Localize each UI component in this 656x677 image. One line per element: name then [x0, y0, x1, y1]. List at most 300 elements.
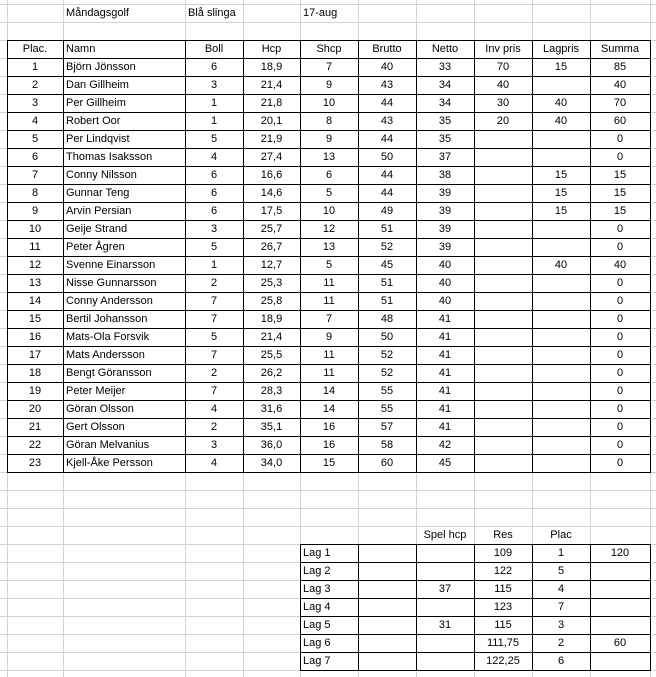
table-cell[interactable]: 0 — [616, 223, 624, 235]
table-cell[interactable] — [474, 184, 532, 202]
table-cell[interactable]: 17 — [28, 349, 42, 361]
column-header[interactable]: Brutto — [372, 43, 402, 55]
table-cell[interactable]: 3 — [31, 97, 39, 109]
column-header[interactable]: Hcp — [261, 43, 282, 55]
table-cell[interactable]: 43 — [380, 79, 394, 91]
table-cell[interactable] — [474, 238, 532, 256]
table-cell[interactable] — [532, 238, 590, 256]
table-cell[interactable]: 57 — [380, 421, 394, 433]
table-cell[interactable]: 25,7 — [260, 223, 283, 235]
table-cell[interactable]: 21 — [28, 421, 42, 433]
lag-cell[interactable]: 7 — [557, 601, 565, 613]
gridline — [7, 274, 651, 275]
table-cell[interactable]: 39 — [438, 205, 452, 217]
table-cell[interactable] — [532, 76, 590, 94]
table-cell[interactable]: 40 — [380, 61, 394, 73]
table-cell[interactable]: 18,9 — [260, 61, 283, 73]
title-cell[interactable]: 17-aug — [303, 7, 338, 19]
table-cell[interactable]: 40 — [438, 295, 452, 307]
table-cell[interactable] — [474, 148, 532, 166]
lag-cell[interactable]: 122 — [493, 565, 513, 577]
table-cell[interactable]: 6 — [31, 151, 39, 163]
table-cell[interactable]: 15 — [554, 169, 568, 181]
table-cell[interactable]: 21,9 — [260, 133, 283, 145]
table-cell[interactable]: 41 — [438, 403, 452, 415]
table-cell[interactable] — [532, 382, 590, 400]
title-cell[interactable]: Blå slinga — [188, 7, 236, 19]
table-cell[interactable]: 34,0 — [260, 457, 283, 469]
table-cell[interactable]: 0 — [616, 241, 624, 253]
table-cell[interactable]: 39 — [438, 223, 452, 235]
table-cell[interactable]: 40 — [613, 79, 627, 91]
table-cell[interactable]: 16 — [322, 439, 336, 451]
column-header[interactable]: Namn — [66, 43, 96, 55]
table-cell[interactable]: 52 — [380, 367, 394, 379]
table-cell[interactable]: 34 — [438, 97, 452, 109]
table-cell[interactable]: 20,1 — [260, 115, 283, 127]
table-cell[interactable]: 40 — [438, 277, 452, 289]
table-cell[interactable]: 7 — [210, 295, 218, 307]
gridline — [7, 76, 651, 77]
table-cell[interactable]: 0 — [616, 349, 624, 361]
column-header[interactable]: Lagpris — [542, 43, 580, 55]
table-cell[interactable]: 58 — [380, 439, 394, 451]
gridline — [0, 490, 656, 491]
table-cell[interactable] — [532, 310, 590, 328]
table-cell[interactable]: 15 — [613, 205, 627, 217]
table-cell[interactable]: 15 — [554, 187, 568, 199]
lag-cell[interactable]: Lag 5 — [303, 619, 331, 631]
table-cell[interactable]: 14 — [28, 295, 42, 307]
table-cell[interactable]: 0 — [616, 457, 624, 469]
table-cell[interactable]: 0 — [616, 403, 624, 415]
table-cell[interactable]: 40 — [613, 259, 627, 271]
lag-cell[interactable]: Lag 6 — [303, 637, 331, 649]
table-cell[interactable]: 1 — [210, 259, 218, 271]
lag-cell[interactable] — [590, 652, 650, 670]
column-header[interactable]: Boll — [204, 43, 224, 55]
table-cell[interactable]: 40 — [554, 259, 568, 271]
lag-cell[interactable]: Lag 2 — [303, 565, 331, 577]
table-cell[interactable]: Gert Olsson — [66, 421, 125, 433]
table-cell[interactable]: 22 — [28, 439, 42, 451]
table-cell[interactable]: 4 — [210, 151, 218, 163]
lag-cell[interactable]: 111,75 — [486, 637, 519, 649]
table-cell[interactable]: 12,7 — [260, 259, 283, 271]
table-cell[interactable]: 18 — [28, 367, 42, 379]
table-cell[interactable]: 1 — [31, 61, 39, 73]
table-cell[interactable]: 16 — [28, 331, 42, 343]
table-cell[interactable]: 15 — [322, 457, 336, 469]
table-cell[interactable]: 30 — [496, 97, 510, 109]
table-cell[interactable]: 0 — [616, 421, 624, 433]
lag-cell[interactable] — [358, 652, 416, 670]
lag-cell[interactable]: Lag 1 — [303, 547, 331, 559]
table-cell[interactable]: Nisse Gunnarsson — [66, 277, 157, 289]
table-cell[interactable] — [532, 292, 590, 310]
lag-cell[interactable]: Lag 4 — [303, 601, 331, 613]
table-cell[interactable]: 0 — [616, 385, 624, 397]
table-cell[interactable]: 52 — [380, 241, 394, 253]
table-cell[interactable]: 18,9 — [260, 313, 283, 325]
table-cell[interactable]: 44 — [380, 187, 394, 199]
table-cell[interactable]: 41 — [438, 349, 452, 361]
lag-cell[interactable] — [358, 634, 416, 652]
gridline — [7, 382, 651, 383]
lag-header[interactable]: Plac — [550, 529, 572, 541]
table-cell[interactable]: 51 — [380, 295, 394, 307]
table-cell[interactable]: 6 — [210, 169, 218, 181]
table-cell[interactable]: 41 — [438, 421, 452, 433]
table-cell[interactable]: 12 — [28, 259, 42, 271]
table-cell[interactable]: 20 — [496, 115, 510, 127]
lag-cell[interactable] — [590, 580, 650, 598]
table-cell[interactable]: Mats Andersson — [66, 349, 145, 361]
table-cell[interactable]: Arvin Persian — [66, 205, 132, 217]
table-cell[interactable]: 26,2 — [260, 367, 283, 379]
table-cell[interactable]: 15 — [554, 205, 568, 217]
table-cell[interactable]: Geije Strand — [66, 223, 128, 235]
gridline — [7, 58, 651, 59]
lag-cell[interactable]: 1 — [557, 547, 565, 559]
gridline — [7, 202, 651, 203]
table-cell[interactable] — [474, 364, 532, 382]
table-cell[interactable]: 45 — [380, 259, 394, 271]
lag-cell[interactable] — [416, 598, 474, 616]
table-cell[interactable]: 36,0 — [260, 439, 283, 451]
table-cell[interactable]: 25,3 — [260, 277, 283, 289]
table-cell[interactable]: 9 — [31, 205, 39, 217]
lag-cell[interactable] — [358, 544, 416, 562]
lag-cell[interactable]: 109 — [493, 547, 513, 559]
table-cell[interactable]: 7 — [325, 61, 333, 73]
table-cell[interactable]: 35 — [438, 115, 452, 127]
table-cell[interactable] — [532, 436, 590, 454]
table-cell[interactable]: 0 — [616, 367, 624, 379]
table-cell[interactable]: 23 — [28, 457, 42, 469]
table-cell[interactable]: 9 — [325, 79, 333, 91]
table-cell[interactable]: 39 — [438, 187, 452, 199]
lag-cell[interactable]: 5 — [557, 565, 565, 577]
table-cell[interactable]: Mats-Ola Forsvik — [66, 331, 150, 343]
table-cell[interactable]: 15 — [28, 313, 42, 325]
table-cell[interactable]: Dan Gillheim — [66, 79, 129, 91]
table-cell[interactable]: 40 — [554, 97, 568, 109]
table-cell[interactable]: 19 — [28, 385, 42, 397]
table-cell[interactable]: 5 — [210, 133, 218, 145]
table-cell[interactable]: Bertil Johansson — [66, 313, 148, 325]
table-cell[interactable]: 10 — [322, 97, 336, 109]
table-cell[interactable]: Peter Ågren — [66, 241, 125, 253]
table-cell[interactable]: 60 — [380, 457, 394, 469]
table-cell[interactable] — [474, 220, 532, 238]
table-cell[interactable]: 25,8 — [260, 295, 283, 307]
table-cell[interactable]: 35 — [438, 133, 452, 145]
table-cell[interactable]: 25,5 — [260, 349, 283, 361]
table-cell[interactable]: 41 — [438, 313, 452, 325]
lag-cell[interactable] — [590, 598, 650, 616]
table-cell[interactable]: 45 — [438, 457, 452, 469]
table-cell[interactable]: 70 — [496, 61, 510, 73]
lag-cell[interactable]: 123 — [493, 601, 513, 613]
table-cell[interactable]: 3 — [210, 439, 218, 451]
table-cell[interactable]: 48 — [380, 313, 394, 325]
table-cell[interactable]: 16 — [322, 421, 336, 433]
table-cell[interactable] — [474, 346, 532, 364]
table-cell[interactable]: 14,6 — [260, 187, 283, 199]
table-cell[interactable]: 15 — [613, 169, 627, 181]
gridline — [7, 94, 651, 95]
table-cell[interactable]: 85 — [613, 61, 627, 73]
table-cell[interactable]: 37 — [438, 151, 452, 163]
table-cell[interactable]: 14 — [322, 385, 336, 397]
table-cell[interactable]: 5 — [31, 133, 39, 145]
table-cell[interactable]: 50 — [380, 151, 394, 163]
table-cell[interactable]: 40 — [554, 115, 568, 127]
column-header[interactable]: Netto — [431, 43, 459, 55]
lag-cell[interactable]: 31 — [438, 619, 452, 631]
table-cell[interactable]: 13 — [28, 277, 42, 289]
table-cell[interactable]: 1 — [210, 115, 218, 127]
table-cell[interactable]: 6 — [210, 205, 218, 217]
table-cell[interactable] — [532, 346, 590, 364]
table-cell[interactable]: Björn Jönsson — [66, 61, 136, 73]
table-cell[interactable] — [532, 130, 590, 148]
table-cell[interactable]: 21,4 — [260, 79, 283, 91]
table-cell[interactable]: 41 — [438, 331, 452, 343]
column-header[interactable]: Summa — [601, 43, 639, 55]
lag-cell[interactable] — [590, 562, 650, 580]
lag-cell[interactable]: 37 — [438, 583, 452, 595]
table-cell[interactable]: 11 — [29, 241, 41, 253]
table-cell[interactable]: 2 — [31, 79, 39, 91]
table-cell[interactable]: 52 — [380, 349, 394, 361]
table-cell[interactable]: Robert Oor — [66, 115, 121, 127]
table-cell[interactable]: 5 — [210, 241, 218, 253]
table-cell[interactable]: 7 — [210, 385, 218, 397]
lag-cell[interactable]: Lag 3 — [303, 583, 331, 595]
table-cell[interactable]: 49 — [380, 205, 394, 217]
table-cell[interactable]: 15 — [613, 187, 627, 199]
table-cell[interactable]: 0 — [616, 133, 624, 145]
table-cell[interactable]: 10 — [322, 205, 336, 217]
table-cell[interactable]: 7 — [31, 169, 39, 181]
table-cell[interactable]: 6 — [325, 169, 333, 181]
table-cell[interactable]: Göran Melvanius — [66, 439, 150, 451]
lag-header[interactable]: Spel hcp — [423, 529, 467, 541]
lag-cell[interactable] — [416, 544, 474, 562]
table-cell[interactable]: 5 — [210, 331, 218, 343]
table-cell[interactable]: 42 — [438, 439, 452, 451]
table-cell[interactable]: 51 — [380, 223, 394, 235]
table-cell[interactable] — [474, 310, 532, 328]
table-cell[interactable]: 14 — [322, 403, 336, 415]
table-cell[interactable]: 2 — [210, 277, 218, 289]
table-cell[interactable]: 7 — [325, 313, 333, 325]
table-cell[interactable]: 31,6 — [260, 403, 283, 415]
table-cell[interactable]: Per Gillheim — [66, 97, 126, 109]
table-cell[interactable] — [474, 292, 532, 310]
lag-cell[interactable]: 120 — [610, 547, 630, 559]
table-cell[interactable]: Conny Nilsson — [66, 169, 137, 181]
table-cell[interactable]: 4 — [210, 457, 218, 469]
lag-cell[interactable]: 4 — [557, 583, 565, 595]
lag-cell[interactable] — [358, 580, 416, 598]
table-cell[interactable] — [532, 328, 590, 346]
table-cell[interactable] — [532, 418, 590, 436]
table-cell[interactable] — [474, 436, 532, 454]
gridline — [300, 616, 651, 617]
table-cell[interactable]: 4 — [31, 115, 39, 127]
table-cell[interactable]: 40 — [438, 259, 452, 271]
table-cell[interactable]: 6 — [210, 187, 218, 199]
table-cell[interactable]: 3 — [210, 223, 218, 235]
table-cell[interactable]: 2 — [210, 421, 218, 433]
table-cell[interactable]: 43 — [380, 115, 394, 127]
table-cell[interactable]: 44 — [380, 97, 394, 109]
table-cell[interactable]: Conny Andersson — [66, 295, 153, 307]
lag-cell[interactable] — [358, 598, 416, 616]
table-cell[interactable]: 0 — [616, 295, 624, 307]
lag-cell[interactable]: 3 — [557, 619, 565, 631]
gridline — [7, 112, 651, 113]
table-cell[interactable] — [532, 274, 590, 292]
table-cell[interactable] — [474, 274, 532, 292]
table-cell[interactable]: 70 — [613, 97, 627, 109]
lag-cell[interactable]: Lag 7 — [303, 655, 331, 667]
table-cell[interactable]: 15 — [554, 61, 568, 73]
table-cell[interactable]: 9 — [325, 331, 333, 343]
table-cell[interactable]: 17,5 — [260, 205, 283, 217]
table-cell[interactable] — [474, 130, 532, 148]
lag-header[interactable]: Res — [493, 529, 513, 541]
table-cell[interactable]: 55 — [380, 385, 394, 397]
lag-cell[interactable]: 122,25 — [486, 655, 520, 667]
table-cell[interactable]: 3 — [210, 79, 218, 91]
table-cell[interactable]: 34 — [438, 79, 452, 91]
table-cell[interactable]: 13 — [322, 241, 336, 253]
table-cell[interactable]: 2 — [210, 367, 218, 379]
table-cell[interactable] — [532, 400, 590, 418]
table-cell[interactable]: 40 — [496, 79, 510, 91]
gridline — [300, 544, 651, 545]
lag-cell[interactable] — [358, 616, 416, 634]
table-cell[interactable]: 0 — [616, 331, 624, 343]
table-cell[interactable]: 13 — [322, 151, 336, 163]
table-cell[interactable]: 11 — [323, 295, 335, 307]
table-cell[interactable]: 5 — [325, 259, 333, 271]
table-cell[interactable]: 8 — [31, 187, 39, 199]
column-header[interactable]: Shcp — [316, 43, 342, 55]
table-cell[interactable] — [532, 364, 590, 382]
table-cell[interactable]: 28,3 — [260, 385, 283, 397]
lag-cell[interactable] — [416, 652, 474, 670]
table-cell[interactable]: 55 — [380, 403, 394, 415]
table-cell[interactable] — [474, 202, 532, 220]
column-header[interactable]: Plac. — [22, 43, 48, 55]
table-cell[interactable]: 35,1 — [260, 421, 283, 433]
table-cell[interactable] — [474, 382, 532, 400]
table-cell[interactable]: 41 — [438, 385, 452, 397]
lag-cell[interactable] — [358, 562, 416, 580]
table-cell[interactable]: 0 — [616, 277, 624, 289]
table-cell[interactable]: Svenne Einarsson — [66, 259, 156, 271]
table-cell[interactable]: 6 — [210, 61, 218, 73]
title-cell[interactable]: Måndagsgolf — [66, 7, 129, 19]
table-cell[interactable]: Gunnar Teng — [66, 187, 130, 199]
table-cell[interactable]: 11 — [323, 349, 335, 361]
lag-cell[interactable]: 2 — [557, 637, 565, 649]
gridline — [300, 562, 651, 563]
column-header[interactable]: Inv pris — [485, 43, 521, 55]
table-cell[interactable]: 7 — [210, 349, 218, 361]
table-cell[interactable]: 0 — [616, 313, 624, 325]
table-cell[interactable]: 39 — [438, 241, 452, 253]
table-cell[interactable]: 44 — [380, 169, 394, 181]
lag-cell[interactable]: 6 — [557, 655, 565, 667]
table-cell[interactable]: 16,6 — [260, 169, 283, 181]
table-cell[interactable]: 50 — [380, 331, 394, 343]
gridline — [300, 580, 651, 581]
table-cell[interactable]: 10 — [28, 223, 42, 235]
table-cell[interactable]: 41 — [438, 367, 452, 379]
table-cell[interactable]: 27,4 — [260, 151, 283, 163]
lag-cell[interactable]: 115 — [494, 619, 512, 631]
table-cell[interactable]: 20 — [28, 403, 42, 415]
table-cell[interactable]: Kjell-Åke Persson — [66, 457, 153, 469]
table-cell[interactable] — [532, 454, 590, 472]
table-cell[interactable] — [474, 166, 532, 184]
table-cell[interactable]: 11 — [323, 277, 335, 289]
table-cell[interactable]: Göran Olsson — [66, 403, 134, 415]
table-cell[interactable]: 51 — [380, 277, 394, 289]
table-cell[interactable]: 11 — [323, 367, 335, 379]
table-cell[interactable] — [474, 454, 532, 472]
lag-cell[interactable]: 60 — [613, 637, 627, 649]
table-cell[interactable]: 21,4 — [260, 331, 283, 343]
table-cell[interactable]: 26,7 — [260, 241, 283, 253]
table-cell[interactable] — [532, 220, 590, 238]
table-cell[interactable]: 0 — [616, 151, 624, 163]
table-cell[interactable]: Thomas Isaksson — [66, 151, 153, 163]
table-cell[interactable]: 44 — [380, 133, 394, 145]
table-cell[interactable]: 7 — [210, 313, 218, 325]
lag-cell[interactable] — [416, 634, 474, 652]
table-cell[interactable]: 9 — [325, 133, 333, 145]
table-cell[interactable]: 4 — [210, 403, 218, 415]
table-cell[interactable]: 21,8 — [260, 97, 283, 109]
table-cell[interactable]: 60 — [613, 115, 627, 127]
table-cell[interactable]: 8 — [325, 115, 333, 127]
table-cell[interactable] — [474, 418, 532, 436]
table-cell[interactable] — [474, 256, 532, 274]
table-cell[interactable]: Bengt Göransson — [66, 367, 152, 379]
table-cell[interactable]: Peter Meijer — [66, 385, 126, 397]
table-cell[interactable] — [532, 148, 590, 166]
table-cell[interactable]: 1 — [210, 97, 218, 109]
table-cell[interactable]: 38 — [438, 169, 452, 181]
table-cell[interactable]: 33 — [438, 61, 452, 73]
table-cell[interactable] — [474, 328, 532, 346]
lag-cell[interactable] — [590, 616, 650, 634]
lag-cell[interactable]: 115 — [494, 583, 512, 595]
table-cell[interactable]: 12 — [322, 223, 336, 235]
table-cell[interactable] — [474, 400, 532, 418]
lag-cell[interactable] — [416, 562, 474, 580]
table-cell[interactable]: Per Lindqvist — [66, 133, 130, 145]
table-cell[interactable]: 5 — [325, 187, 333, 199]
table-cell[interactable]: 0 — [616, 439, 624, 451]
